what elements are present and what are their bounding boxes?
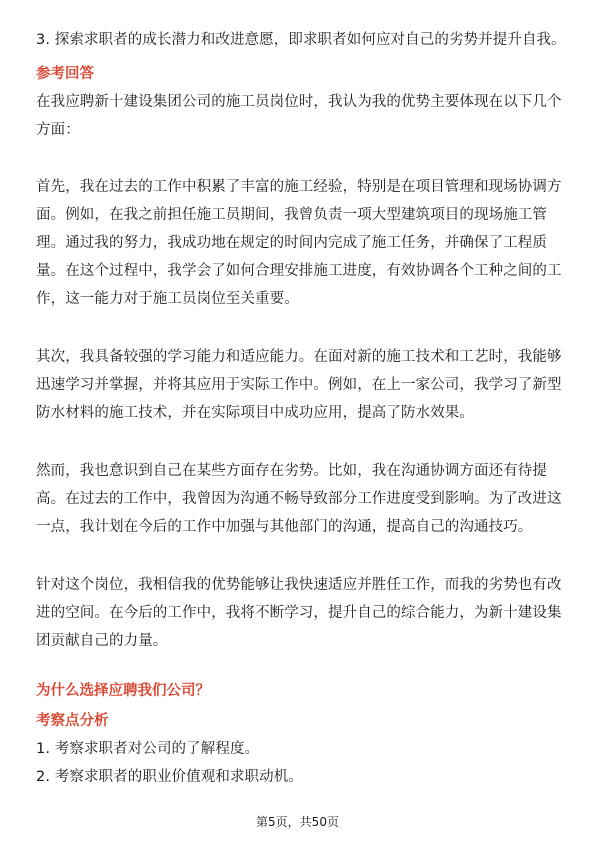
paragraph-line: 防水材料的施工技术，并在实际项目中成功应用，提高了防水效果。 (36, 405, 474, 421)
paragraph-line: 理。通过我的努力，我成功地在规定的时间内完成了施工任务，并确保了工程质 (36, 235, 547, 251)
paragraph-line: 面。例如，在我之前担任施工员期间，我曾负责一项大型建筑项目的现场施工管 (36, 207, 547, 223)
paragraph-line: 其次，我具备较强的学习能力和适应能力。在面对新的施工技术和工艺时，我能够 (36, 349, 562, 365)
analysis-heading: 考察点分析 (36, 713, 109, 729)
answer-heading: 参考回答 (36, 66, 94, 82)
paragraph-line: 作，这一能力对于施工员岗位至关重要。 (36, 291, 299, 307)
paragraph-line: 团贡献自己的力量。 (36, 633, 168, 649)
paragraph-line: 量。在这个过程中，我学会了如何合理安排施工进度，有效协调各个工种之间的工 (36, 263, 562, 279)
intro-list-item: 3. 探索求职者的成长潜力和改进意愿，即求职者如何应对自己的劣势并提升自我。 (36, 32, 566, 48)
paragraph-line: 进的空间。在今后的工作中，我将不断学习，提升自己的综合能力，为新十建设集 (36, 605, 562, 621)
paragraph-line: 高。在过去的工作中，我曾因为沟通不畅导致部分工作进度受到影响。为了改进这 (36, 491, 562, 507)
question-heading: 为什么选择应聘我们公司？ (36, 683, 210, 699)
analysis-list-item: 1. 考察求职者对公司的了解程度。 (36, 741, 260, 757)
paragraph-line: 方面： (36, 122, 80, 138)
paragraph-line: 迅速学习并掌握，并将其应用于实际工作中。例如，在上一家公司，我学习了新型 (36, 377, 562, 393)
paragraph-line: 然而，我也意识到自己在某些方面存在劣势。比如，我在沟通协调方面还有待提 (36, 463, 547, 479)
page-number-footer: 第5页，共50页 (256, 815, 339, 829)
paragraph-line: 一点，我计划在今后的工作中加强与其他部门的沟通，提高自己的沟通技巧。 (36, 519, 533, 535)
analysis-list-item: 2. 考察求职者的职业价值观和求职动机。 (36, 769, 303, 785)
paragraph-line: 针对这个岗位，我相信我的优势能够让我快速适应并胜任工作，而我的劣势也有改 (36, 577, 562, 593)
paragraph-line: 在我应聘新十建设集团公司的施工员岗位时，我认为我的优势主要体现在以下几个 (36, 94, 562, 110)
paragraph-line: 首先，我在过去的工作中积累了丰富的施工经验，特别是在项目管理和现场协调方 (36, 179, 562, 195)
